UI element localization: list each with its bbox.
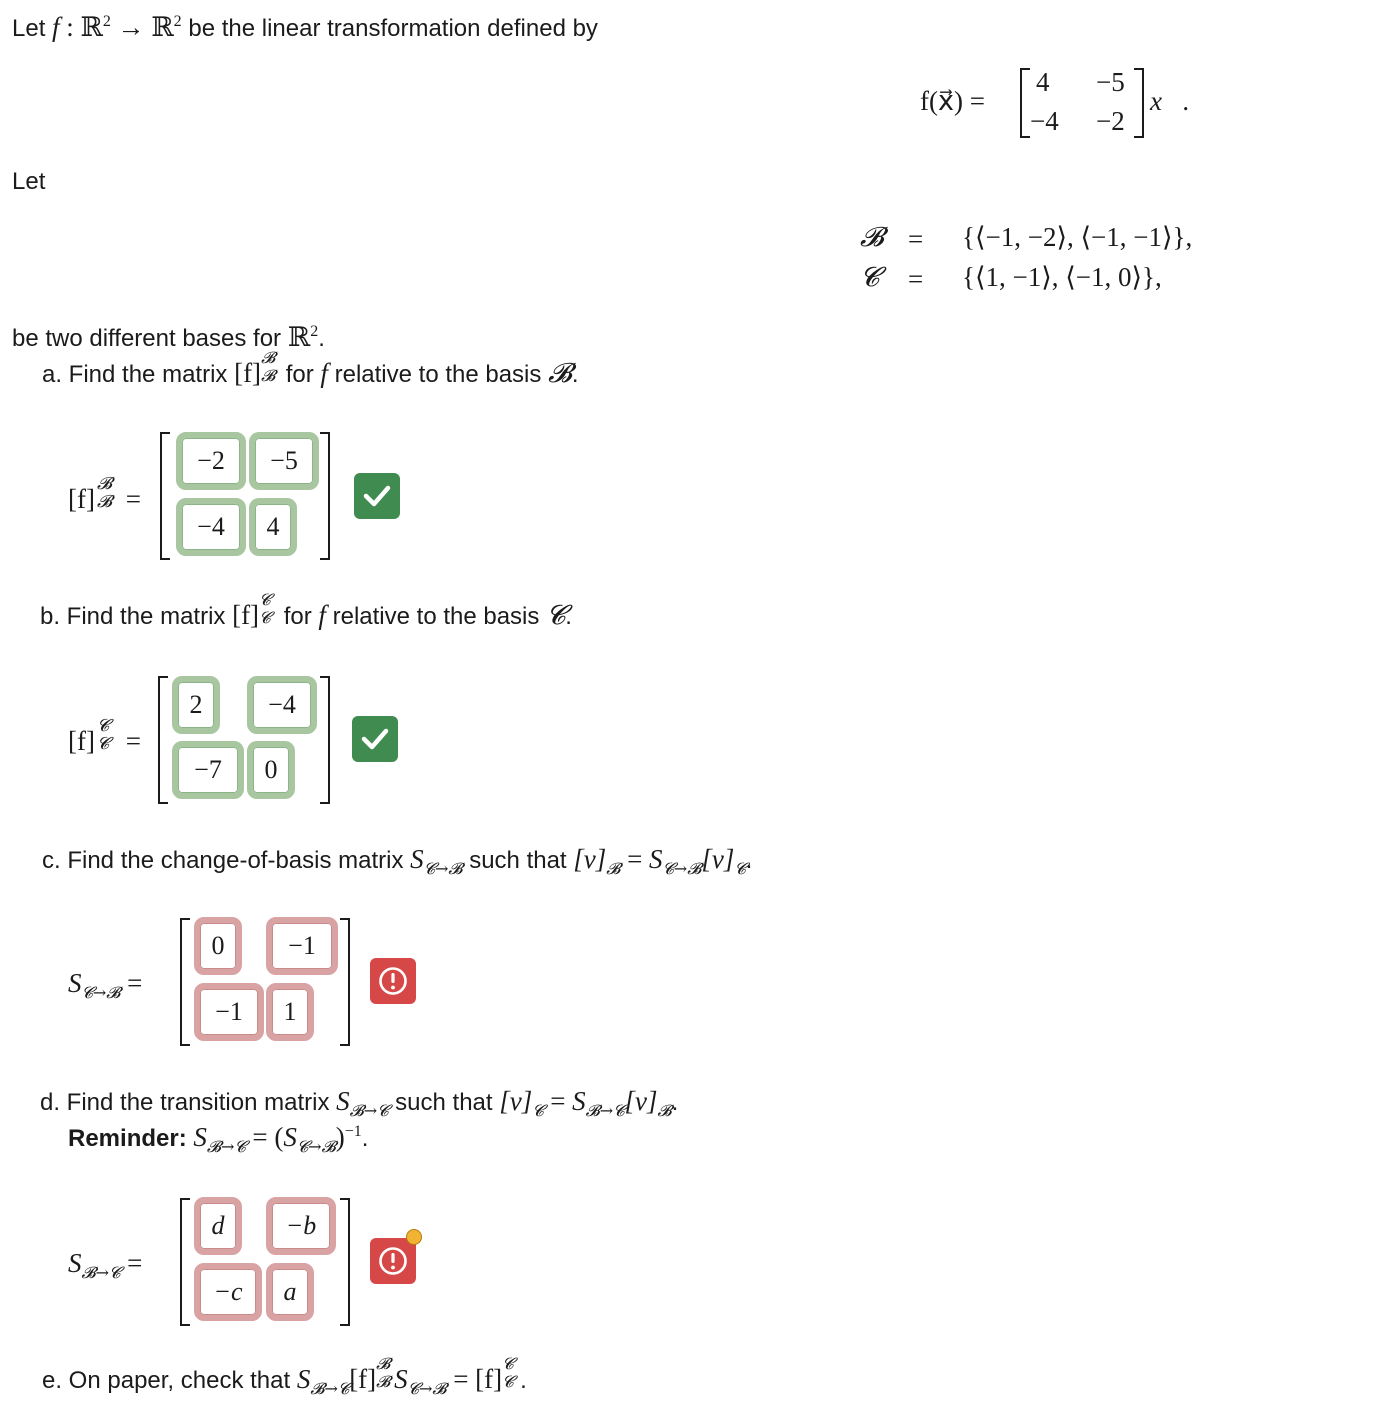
part-d-cell-12[interactable]: −b	[266, 1197, 336, 1255]
part-d-formula-sub: 𝓒	[532, 1101, 544, 1120]
part-e-sub2: 𝓒→𝓑	[407, 1379, 447, 1398]
part-d-lhs	[68, 1248, 142, 1283]
unsaved-dot-icon	[406, 1229, 422, 1245]
let-label: Let	[12, 168, 46, 195]
basis-B-value: {⟨−1, −2⟩, ⟨−1, −1⟩},	[962, 222, 1193, 252]
definition-lhs: f(x⃗) =	[920, 86, 985, 116]
part-b-cell-11[interactable]: 2	[172, 676, 220, 734]
part-a-lhs-f: [f]	[68, 484, 95, 514]
part-b-prompt	[40, 590, 572, 632]
part-b-lhs-f: [f]	[68, 726, 95, 756]
part-c-lhs-S: S	[68, 968, 82, 998]
part-d-reminder-S: S	[193, 1122, 207, 1152]
part-d-reminder-eq: = (	[252, 1122, 284, 1152]
part-b-bracket-right	[320, 676, 330, 804]
part-b-cell-21[interactable]: −7	[172, 741, 244, 799]
intro-exp2: 2	[173, 13, 182, 30]
part-d-reminder-end: .	[361, 1125, 369, 1152]
exclamation-icon[interactable]	[370, 958, 416, 1004]
part-d-reminder	[68, 1122, 368, 1157]
part-c-formula-rhs-sub: 𝓒	[734, 859, 746, 878]
part-b-lhs-sub: 𝓒	[96, 734, 110, 754]
part-d-reminder-S2: S	[283, 1122, 297, 1152]
part-d-formula-eq: =	[550, 1086, 566, 1116]
part-b-prompt-sup: 𝓒	[259, 590, 271, 609]
part-c-cell-12[interactable]: −1	[266, 917, 338, 975]
definition-a22: −2	[1096, 106, 1125, 136]
part-a-bracket-right	[320, 432, 330, 560]
part-d-prompt-S-sub: 𝓑→𝓒	[349, 1101, 389, 1120]
part-d-period: .	[671, 1089, 679, 1116]
part-e-f: [f]	[349, 1364, 377, 1394]
part-a-prompt	[42, 348, 579, 390]
part-c-prompt-start: c. Find the change-of-basis matrix	[42, 847, 404, 874]
intro-f: f	[52, 12, 60, 42]
part-c-period: .	[745, 847, 753, 874]
part-d-bracket-right	[340, 1198, 350, 1326]
definition-a21: −4	[1030, 106, 1059, 136]
basis-C-value: {⟨1, −1⟩, ⟨−1, 0⟩},	[962, 262, 1162, 292]
definition-a11: 4	[1036, 67, 1050, 97]
part-b-lhs-eq: =	[125, 726, 141, 756]
part-d-prompt-S: S	[336, 1086, 350, 1116]
part-d-cell-22[interactable]: a	[266, 1263, 314, 1321]
part-b-bracket-left	[158, 676, 168, 804]
part-c-formula-sub: 𝓑	[606, 859, 621, 878]
bases-sentence-end: .	[318, 325, 325, 352]
part-c-lhs-eq: =	[127, 968, 143, 998]
part-b-prompt-end: relative to the basis	[332, 603, 540, 630]
part-c-prompt-S: S	[410, 844, 424, 874]
part-d-reminder-S-sub: 𝓑→𝓒	[206, 1137, 246, 1156]
part-a-prompt-period: .	[571, 361, 579, 388]
part-b-prompt-f2: f	[318, 600, 326, 630]
part-d-reminder-S2-sub: 𝓒→𝓑	[296, 1137, 336, 1156]
part-a-lhs	[68, 474, 141, 515]
basis-C-symbol: 𝓒	[860, 262, 880, 293]
basis-B-symbol: 𝓑	[860, 222, 884, 253]
bases-sentence-exp: 2	[310, 323, 319, 340]
part-b-cell-22[interactable]: 0	[247, 741, 295, 799]
part-d-formula-S-sub: 𝓑→𝓒	[585, 1101, 625, 1120]
part-c-bracket-left	[180, 918, 190, 1046]
part-b-lhs	[68, 716, 141, 757]
part-a-prompt-end: relative to the basis	[334, 361, 542, 388]
part-c-formula-S: S	[648, 844, 663, 874]
intro-sentence	[12, 12, 598, 43]
part-c-bracket-right	[340, 918, 350, 1046]
part-d-reminder-close: )	[335, 1122, 345, 1152]
part-d-bracket-left	[180, 1198, 190, 1326]
definition-rhs: x⃗.	[1150, 86, 1190, 116]
part-b-prompt-period: .	[565, 603, 572, 630]
part-e-rhs-sub: 𝓒	[502, 1372, 514, 1391]
intro-arrow: →	[117, 12, 145, 42]
part-d-reminder-exp: −1	[344, 1123, 362, 1140]
part-d-lhs-eq: =	[127, 1248, 143, 1278]
part-e-period: .	[520, 1367, 527, 1394]
part-e-f-sup: 𝓑	[376, 1354, 391, 1373]
part-a-prompt-f2: f	[320, 358, 328, 388]
checkmark-icon[interactable]	[354, 473, 400, 519]
part-d-cell-21[interactable]: −c	[194, 1263, 262, 1321]
intro-suffix: be the linear transformation defined by	[188, 15, 598, 42]
part-a-prompt-basis: 𝓑	[548, 358, 572, 389]
part-c-cell-21[interactable]: −1	[194, 983, 264, 1041]
part-c-lhs	[68, 968, 142, 1003]
intro-exp1: 2	[102, 13, 111, 30]
part-b-cell-12[interactable]: −4	[247, 676, 317, 734]
bases-sentence-R: ℝ	[287, 322, 311, 352]
part-c-prompt	[42, 844, 752, 879]
part-a-lhs-sup: 𝓑	[96, 474, 112, 494]
part-c-lhs-sub: 𝓒→𝓑	[81, 983, 121, 1002]
checkmark-icon[interactable]	[352, 716, 398, 762]
part-d-formula-S: S	[572, 1086, 586, 1116]
part-c-formula-rhs: [v]	[701, 844, 735, 874]
part-d-formula-rhs: [v]	[624, 1086, 658, 1116]
intro-colon: :	[66, 12, 74, 42]
part-a-lhs-sub: 𝓑	[96, 492, 112, 512]
intro-prefix: Let	[12, 15, 46, 42]
basis-B-eq: =	[908, 224, 924, 254]
part-c-formula-eq: =	[627, 844, 643, 874]
definition-bracket-right	[1134, 68, 1144, 138]
part-a-prompt-f: [f]	[234, 358, 262, 388]
bases-sentence-text: be two different bases for	[12, 325, 282, 352]
part-e-prompt-start: e. On paper, check that	[42, 1367, 291, 1394]
part-d-formula-v: [v]	[499, 1086, 533, 1116]
part-a-prompt-sup: 𝓑	[261, 348, 276, 367]
part-d-prompt-start: d. Find the transition matrix	[40, 1089, 330, 1116]
part-a-prompt-mid: for	[285, 361, 314, 388]
part-d-lhs-sub: 𝓑→𝓒	[81, 1263, 121, 1282]
part-c-formula-v: [v]	[573, 844, 607, 874]
part-a-cell-21[interactable]: −4	[176, 498, 246, 556]
part-b-prompt-sub: 𝓒	[259, 608, 271, 627]
definition-bracket-left	[1020, 68, 1030, 138]
part-d-formula-rhs-sub: 𝓑	[657, 1101, 672, 1120]
part-e-f-sub: 𝓑	[376, 1372, 391, 1391]
part-c-formula-S-sub: 𝓒→𝓑	[662, 859, 702, 878]
part-c-prompt-such-that: such that	[469, 847, 567, 874]
part-a-cell-11[interactable]: −2	[176, 432, 246, 490]
part-b-prompt-start: b. Find the matrix	[40, 603, 226, 630]
part-d-prompt-such-that: such that	[395, 1089, 493, 1116]
part-e-rhs: [f]	[475, 1364, 503, 1394]
part-a-prompt-start: a. Find the matrix	[42, 361, 228, 388]
part-a-cell-12[interactable]: −5	[249, 432, 319, 490]
part-c-cell-11[interactable]: 0	[194, 917, 242, 975]
part-e-sub1: 𝓑→𝓒	[310, 1379, 350, 1398]
part-e-rhs-sup: 𝓒	[502, 1354, 514, 1373]
part-a-lhs-eq: =	[125, 484, 141, 514]
part-b-prompt-mid: for	[283, 603, 312, 630]
intro-R2: ℝ	[151, 12, 174, 42]
part-a-prompt-sub: 𝓑	[261, 366, 276, 385]
part-b-prompt-f: [f]	[232, 600, 260, 630]
bases-sentence	[12, 322, 325, 353]
part-d-prompt	[40, 1086, 678, 1121]
basis-C-eq: =	[908, 264, 924, 294]
part-d-lhs-S: S	[68, 1248, 82, 1278]
intro-R1: ℝ	[80, 12, 103, 42]
part-d-reminder-label: Reminder:	[68, 1125, 187, 1152]
part-b-prompt-basis: 𝓒	[546, 600, 566, 631]
part-c-prompt-S-sub: 𝓒→𝓑	[423, 859, 463, 878]
part-c-cell-22[interactable]: 1	[266, 983, 314, 1041]
part-e-prompt	[42, 1354, 527, 1399]
part-a-bracket-left	[160, 432, 170, 560]
part-e-eq: =	[453, 1364, 469, 1394]
part-e-S1: S	[296, 1364, 311, 1394]
part-d-cell-11[interactable]: d	[194, 1197, 242, 1255]
part-a-cell-22[interactable]: 4	[249, 498, 297, 556]
definition-a12: −5	[1096, 67, 1125, 97]
exclamation-icon[interactable]	[370, 1238, 416, 1284]
part-e-S2: S	[394, 1364, 408, 1394]
part-b-lhs-sup: 𝓒	[96, 716, 110, 736]
